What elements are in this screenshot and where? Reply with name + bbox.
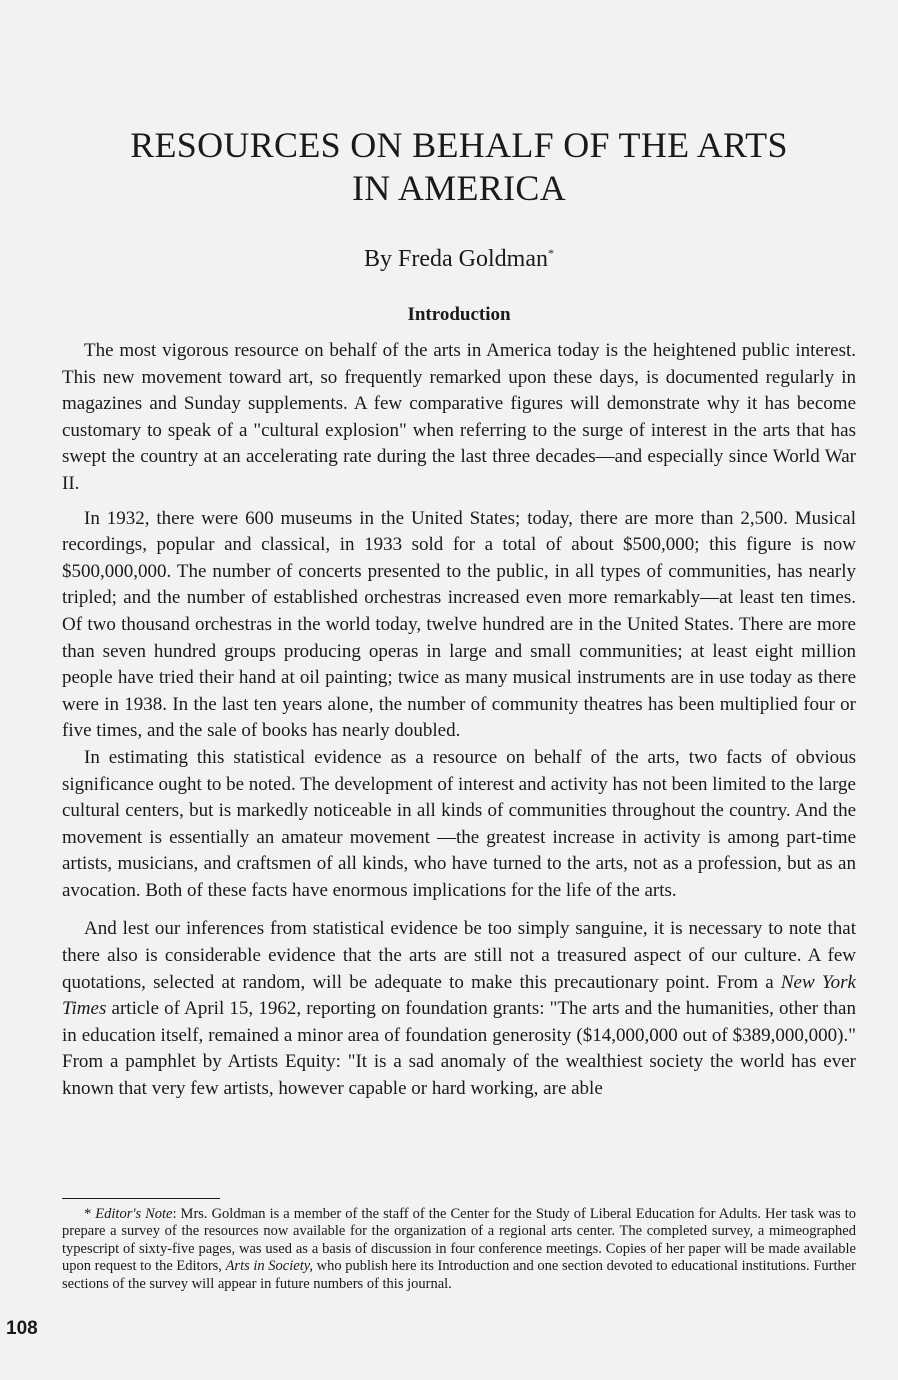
footnote-text <box>62 1206 856 1293</box>
footnote-text-b: who publish here its Introduction and one section devoted to educational institutions. Further sections of the survey will appear in future numbers of this journal. <box>62 1258 857 1292</box>
paragraph-3: In estimating this statistical evidence as a resource on behalf of the arts, two facts of obvious significance ought to be noted. The development of interest and activity has not been limited to the large cultural centers, but is markedly noticeable in all kinds of communities throughout the country. And the movement is essentially an amateur movement —the greatest increase in activity is among part-time artists, musicians, and craftsmen of all kinds, who have turned to the arts, not as a profession, but as an avocation. Both of these facts have enormous implications for the life of the arts. <box>62 746 856 901</box>
paragraph-1: The most vigorous resource on behalf of the arts in America today is the heightened public interest. This new movement toward art, so frequently remarked upon these days, is documented regularly in magazines and Sunday supplements. A few comparative figures will demonstrate why it has become customary to speak of a "cultural explosion" when referring to the surge of interest in the arts that has swept the country at an accelerating rate during the last three decades—and especially since World War II. <box>62 340 856 494</box>
byline-footnote-mark: * <box>547 246 554 260</box>
footnote-divider <box>62 1198 220 1199</box>
journal-name: Arts in Society, <box>225 1258 313 1275</box>
document-page <box>62 0 856 1380</box>
footnote-text-a: : Mrs. Goldman is a member of the staff of the Center for the Study of Liberal Education for Adults. Her task was to prepare a survey of the resources now available for the organization of a regional arts center. The completed survey, a mimeographed typescript of sixty-five pages, was used as a basis of discussion in four conference meetings. Copies of her paper will be made available upon request to the Editors, <box>62 1206 857 1275</box>
title-line-2: IN AMERICA <box>351 168 566 208</box>
paragraph-4 <box>62 916 856 1102</box>
paragraph-4-part-b: article of April 15, 1962, reporting on foundation grants: "The arts and the humanities, other than in education itself, remained a minor area of foundation generosity ($14,000,000 out of $389,000,000)." From a pamphlet by Artists Equity: "It is a sad anomaly of the wealthiest society the world has ever known that very few artists, however capable or hard working, are able <box>62 998 856 1100</box>
footnote-marker: * <box>84 1206 96 1222</box>
newspaper-title: New York Times <box>62 971 856 1020</box>
article-body <box>62 338 856 1103</box>
paragraph-4-part-a: And lest our inferences from statistical evidence be too simply sanguine, it is necessary to note that there also is considerable evidence that the arts are still not a treasured aspect of our culture. A few quotations, selected at random, will be adequate to make this precautionary point. From a <box>62 918 856 993</box>
page-number: 108 <box>6 1318 38 1339</box>
article-title <box>62 124 856 210</box>
byline-author: By Freda Goldman <box>364 246 548 272</box>
footnote <box>62 1206 856 1293</box>
footnote-label: Editor's Note <box>95 1206 173 1222</box>
title-line-1: RESOURCES ON BEHALF OF THE ARTS <box>130 125 788 165</box>
section-heading-introduction: Introduction <box>407 304 511 325</box>
paragraph-2: In 1932, there were 600 museums in the United States; today, there are more than 2,500. Musical recordings, popular and classical, in 1933 sold for a total of about $500,000; this figure is now $500,000,000. The number of concerts presented to the public, in all types of communities, has nearly tripled; and the number of established orchestras increased even more remarkably—at least ten times. Of two thousand orchestras in the world today, twelve hundred are in the United States. There are more than seven hundred groups producing operas in large and small communities; at least eight million people have tried their hand at oil painting; twice as many musical instruments are in use today as there were in 1938. In the last ten years alone, the number of community theatres has been multiplied four or five times, and the sale of books has nearly doubled. <box>62 507 856 742</box>
byline <box>62 238 856 274</box>
